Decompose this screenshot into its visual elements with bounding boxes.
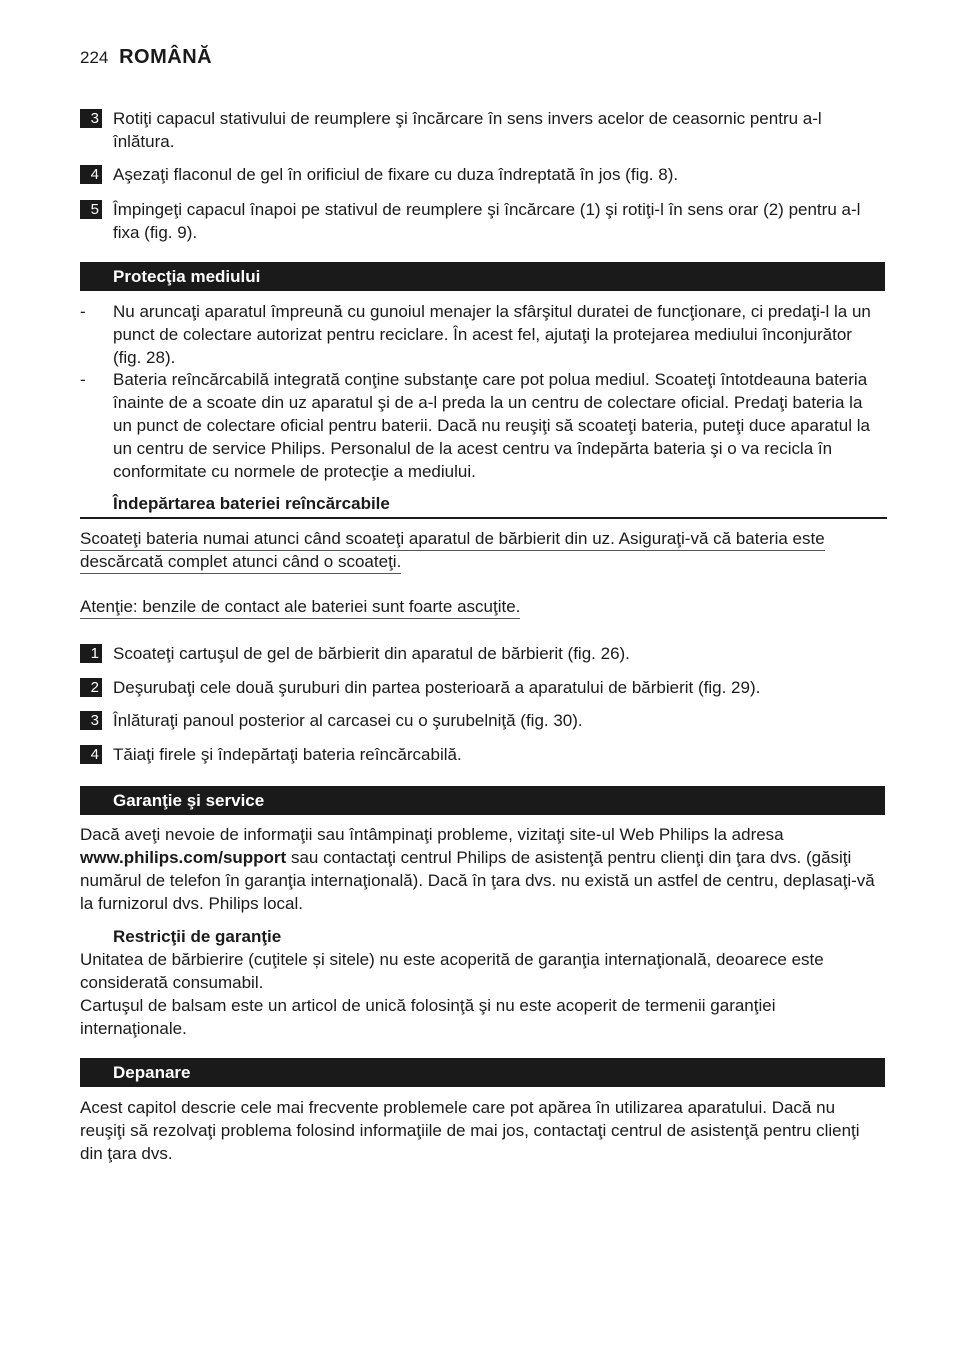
step-item bbox=[80, 676, 870, 699]
warranty-text-start: Dacă aveţi nevoie de informaţii sau întâmpinaţi probleme, vizitaţi site-ul Web Philips la adresa bbox=[80, 825, 784, 844]
warning-text: Scoateţi bateria numai atunci când scoateţi aparatul de bărbierit din uz. Asiguraţi-vă că bateria este descărcată complet atunci când o scoateţi. bbox=[80, 529, 825, 574]
warning-note bbox=[80, 527, 860, 573]
support-link[interactable]: www.philips.com/support bbox=[80, 848, 287, 867]
step-number: 1 bbox=[80, 644, 102, 663]
caution-note bbox=[80, 595, 870, 618]
section-heading-troubleshooting: Depanare bbox=[80, 1058, 885, 1087]
step-text: Aşezaţi flaconul de gel în orificiul de fixare cu duza îndreptată în jos (fig. 8). bbox=[113, 165, 679, 184]
step-number: 4 bbox=[80, 165, 102, 184]
step-item bbox=[80, 107, 870, 153]
step-number: 5 bbox=[80, 200, 102, 219]
language-title: ROMÂNĂ bbox=[119, 46, 213, 68]
bullet-text: Bateria reîncărcabilă integrată conţine substanţe care pot polua mediul. Scoateţi întotdeauna bateria înainte de a scoate din uz aparatul şi de a-l preda la un centru de colectare oficial. Predaţi bateria la un punct de colectare oficial pentru baterii. Dacă nu reuşiţi să scoateţi bateria, puteţi duce aparatul la un centru de service Philips. Personalul de la acest centru va îndepărta bateria şi o va recicla în conformitate cu normele de protecţie a mediului. bbox=[113, 370, 870, 481]
step-item bbox=[80, 709, 870, 732]
step-item bbox=[80, 642, 870, 665]
step-item bbox=[80, 163, 870, 186]
warranty-paragraph bbox=[80, 823, 880, 915]
subsection-heading-battery: Îndepărtarea bateriei reîncărcabile bbox=[113, 494, 390, 513]
step-number: 2 bbox=[80, 678, 102, 697]
caution-text: Atenţie: benzile de contact ale bateriei sunt foarte ascuţite. bbox=[80, 597, 520, 619]
step-number: 3 bbox=[80, 109, 102, 128]
bullet-text: Nu aruncaţi aparatul împreună cu gunoiul menajer la sfârşitul duratei de funcţionare, ci predaţi-l la un punct de colectare autorizat pentru reciclare. În acest fel, ajutaţi la protejarea mediului înconjurător (fig. 28). bbox=[113, 302, 871, 367]
subsection-heading-restrictions: Restricţii de garanţie bbox=[113, 927, 282, 946]
step-text: Rotiţi capacul stativului de reumplere şi încărcare în sens invers acelor de ceasornic pentru a-l înlătura. bbox=[113, 109, 822, 151]
restrictions-paragraph-2: Cartuşul de balsam este un articol de unică folosinţă şi nu este acoperit de termenii garanţiei internaţionale. bbox=[80, 996, 776, 1038]
step-text: Scoateţi cartuşul de gel de bărbierit din aparatul de bărbierit (fig. 26). bbox=[113, 644, 630, 663]
step-item bbox=[80, 198, 870, 244]
step-number: 3 bbox=[80, 711, 102, 730]
step-text: Înlăturaţi panoul posterior al carcasei cu o şurubelniţă (fig. 30). bbox=[113, 711, 583, 730]
divider bbox=[80, 517, 887, 519]
section-heading-environment: Protecţia mediului bbox=[80, 262, 885, 291]
page-number: 224 bbox=[80, 48, 109, 67]
warranty-text-end: sau contactaţi centrul Philips de asistenţă pentru clienţi din ţara dvs. (găsiţi numărul de telefon în garanţia internaţională). Dacă în ţara dvs. nu există un astfel de centru, deplasaţi-vă la furnizorul dvs. Philips local. bbox=[80, 848, 875, 913]
step-text: Împingeţi capacul înapoi pe stativul de reumplere şi încărcare (1) şi rotiţi-l în sens orar (2) pentru a-l fixa (fig. 9). bbox=[113, 200, 861, 242]
list-item bbox=[80, 368, 880, 483]
troubleshooting-paragraph: Acest capitol descrie cele mai frecvente problemele care pot apărea în utilizarea aparatului. Dacă nu reuşiţi să rezolvaţi problema folosind informaţiile de mai jos, contactaţi centrul de asistenţă pentru clienţi din ţara dvs. bbox=[80, 1098, 860, 1163]
step-item bbox=[80, 743, 870, 766]
list-item bbox=[80, 300, 880, 369]
section-heading-warranty: Garanţie şi service bbox=[80, 786, 885, 815]
step-number: 4 bbox=[80, 745, 102, 764]
bullet-dash: - bbox=[80, 370, 86, 389]
restrictions-paragraph-1: Unitatea de bărbierire (cuţitele și sitele) nu este acoperită de garanţia internaţională, deoarece este considerată consumabil. bbox=[80, 950, 824, 992]
bullet-dash: - bbox=[80, 302, 86, 321]
page-header bbox=[80, 46, 212, 74]
step-text: Deşurubaţi cele două şuruburi din partea posterioară a aparatului de bărbierit (fig. 29). bbox=[113, 678, 761, 697]
step-text: Tăiaţi firele şi îndepărtaţi bateria reîncărcabilă. bbox=[113, 745, 462, 764]
